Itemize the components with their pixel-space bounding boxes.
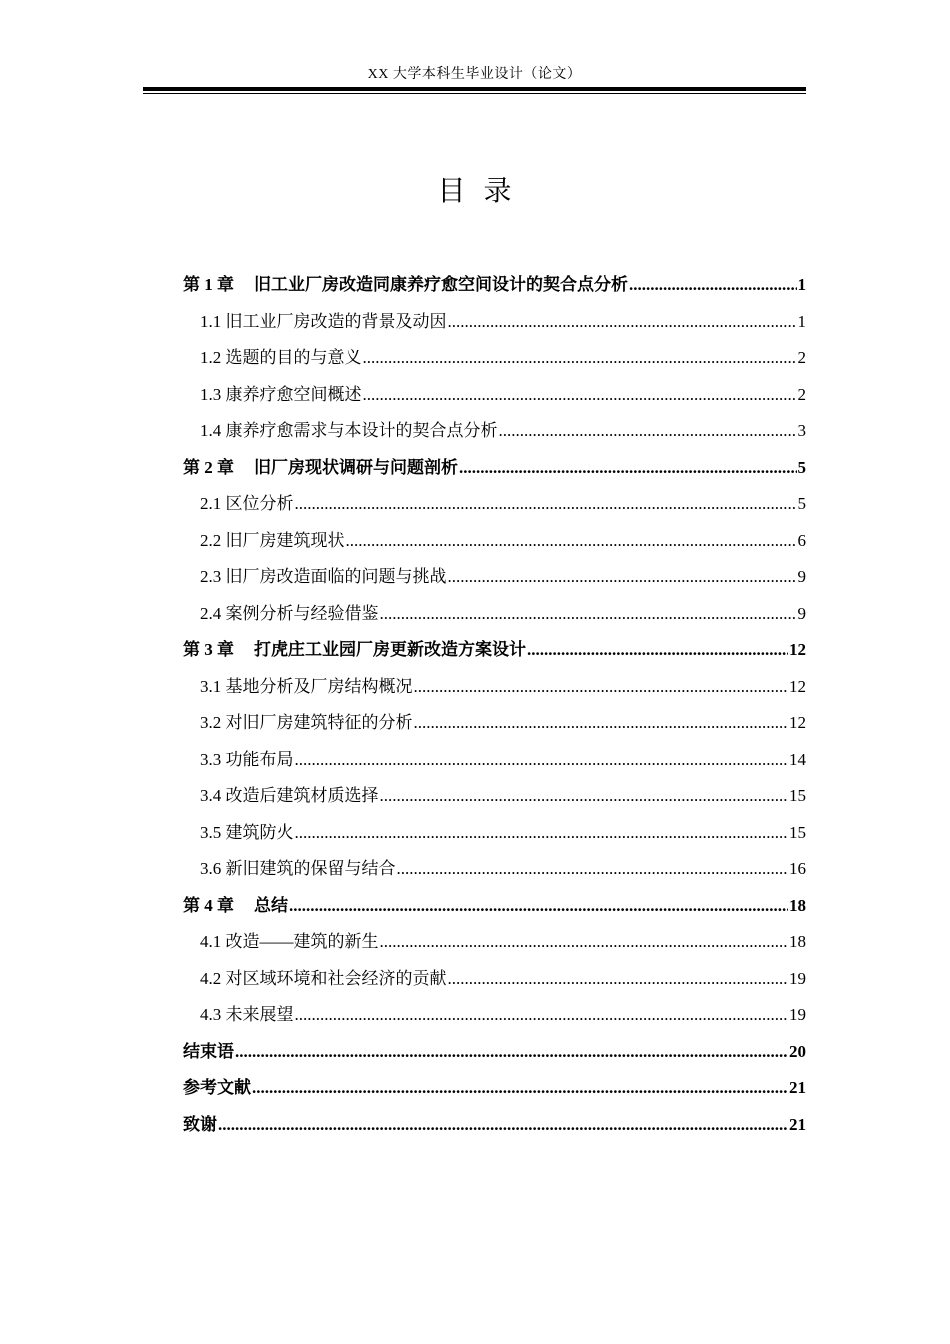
toc-title	[143, 172, 806, 212]
toc-entry-label: 1.3 康养疗愈空间概述	[200, 384, 362, 404]
toc-page-number: 5	[797, 494, 806, 513]
toc-entry-label: 结束语	[183, 1041, 234, 1061]
toc-leader-dots	[397, 851, 789, 888]
toc-section-entry[interactable]	[183, 340, 806, 377]
toc-leader-dots	[295, 486, 797, 523]
toc-page-number: 19	[789, 1005, 806, 1024]
toc-page-number: 3	[797, 421, 806, 440]
toc-entry-label: 2.1 区位分析	[200, 494, 294, 513]
toc-entry-label: 3.1 基地分析及厂房结构概况	[200, 676, 413, 696]
toc-section-entry[interactable]	[183, 377, 806, 414]
toc-leader-dots	[252, 1070, 788, 1107]
toc-leader-dots	[414, 705, 789, 742]
toc-entry-label: 4.2 对区域环境和社会经济的贡献	[200, 968, 447, 988]
toc-entry-label: 2.3 旧厂房改造面临的问题与挑战	[200, 567, 447, 586]
header-rule-thin	[143, 93, 806, 94]
toc-page-number: 12	[789, 713, 806, 732]
toc-section-entry[interactable]	[183, 924, 806, 961]
toc-title-char-2: 录	[483, 176, 512, 207]
toc-leader-dots	[295, 997, 789, 1034]
toc-leader-dots	[363, 377, 797, 414]
toc-entry-label: 1.1 旧工业厂房改造的背景及动因	[200, 311, 447, 331]
toc-chapter-number: 第 2 章	[183, 457, 234, 477]
toc-entry-label: 3.4 改造后建筑材质选择	[200, 786, 379, 805]
toc-chapter-number: 第 3 章	[183, 640, 234, 659]
toc-chapter-entry[interactable]	[183, 1070, 806, 1107]
toc-section-entry[interactable]	[183, 742, 806, 779]
toc-leader-dots	[295, 742, 789, 779]
toc-section-entry[interactable]	[183, 413, 806, 450]
toc-chapter-entry[interactable]	[183, 632, 806, 669]
toc-entry-label: 3.3 功能布局	[200, 749, 294, 769]
toc-leader-dots	[346, 523, 797, 560]
toc-page-number: 15	[789, 786, 806, 805]
toc-entry-label: 3.5 建筑防火	[200, 822, 294, 842]
toc-leader-dots	[295, 815, 789, 852]
toc-section-entry[interactable]	[183, 486, 806, 523]
toc-page-number: 9	[797, 603, 806, 623]
toc-entry-label: 旧厂房现状调研与问题剖析	[254, 457, 458, 477]
toc-entry-label: 参考文献	[183, 1078, 251, 1097]
toc-leader-dots	[448, 559, 797, 596]
toc-leader-dots	[459, 450, 797, 487]
toc-page-number: 21	[789, 1078, 806, 1097]
toc-page-number: 1	[797, 311, 806, 331]
toc-section-entry[interactable]	[183, 523, 806, 560]
toc-leader-dots	[218, 1107, 788, 1144]
toc-page-number: 18	[789, 932, 806, 951]
running-header: XX 大学本科生毕业设计（论文）	[367, 67, 582, 82]
toc-section-entry[interactable]	[183, 815, 806, 852]
toc-section-entry[interactable]	[183, 997, 806, 1034]
table-of-contents	[183, 267, 806, 1143]
toc-entry-label: 1.2 选题的目的与意义	[200, 348, 362, 367]
toc-leader-dots	[380, 778, 789, 815]
toc-chapter-entry[interactable]	[183, 1034, 806, 1071]
toc-page-number: 9	[797, 567, 806, 586]
toc-page-number: 12	[789, 676, 806, 696]
toc-title-char-1: 目	[437, 176, 466, 207]
toc-chapter-entry[interactable]	[183, 1107, 806, 1144]
toc-chapter-entry[interactable]	[183, 267, 806, 304]
toc-section-entry[interactable]	[183, 669, 806, 706]
toc-entry-label: 旧工业厂房改造同康养疗愈空间设计的契合点分析	[254, 275, 628, 294]
toc-leader-dots	[527, 632, 788, 669]
toc-entry-label: 总结	[254, 895, 288, 915]
toc-entry-label: 4.1 改造——建筑的新生	[200, 932, 379, 951]
toc-page-number: 19	[789, 968, 806, 988]
toc-page-number: 20	[789, 1041, 806, 1061]
toc-leader-dots	[414, 669, 789, 706]
toc-page-number: 14	[789, 749, 806, 769]
toc-page-number: 15	[789, 822, 806, 842]
toc-leader-dots	[235, 1034, 788, 1071]
toc-page-number: 2	[797, 384, 806, 404]
toc-page-number: 12	[789, 640, 806, 659]
header-rule-thick	[143, 87, 806, 91]
toc-leader-dots	[289, 888, 788, 925]
toc-chapter-entry[interactable]	[183, 450, 806, 487]
toc-chapter-number: 第 1 章	[183, 275, 234, 294]
toc-section-entry[interactable]	[183, 961, 806, 998]
toc-page-number: 6	[797, 530, 806, 550]
toc-page-number: 21	[789, 1114, 806, 1134]
toc-entry-label: 3.2 对旧厂房建筑特征的分析	[200, 713, 413, 732]
toc-entry-label: 1.4 康养疗愈需求与本设计的契合点分析	[200, 421, 498, 440]
toc-leader-dots	[380, 596, 797, 633]
toc-leader-dots	[629, 267, 797, 304]
toc-chapter-entry[interactable]	[183, 888, 806, 925]
toc-leader-dots	[499, 413, 797, 450]
toc-entry-label: 2.4 案例分析与经验借鉴	[200, 603, 379, 623]
toc-entry-label: 3.6 新旧建筑的保留与结合	[200, 859, 396, 878]
toc-leader-dots	[448, 304, 797, 341]
toc-chapter-number: 第 4 章	[183, 895, 234, 915]
toc-section-entry[interactable]	[183, 778, 806, 815]
toc-section-entry[interactable]	[183, 851, 806, 888]
toc-page-number: 1	[797, 275, 806, 294]
toc-entry-label: 致谢	[183, 1114, 217, 1134]
toc-entry-label: 2.2 旧厂房建筑现状	[200, 530, 345, 550]
toc-section-entry[interactable]	[183, 596, 806, 633]
toc-leader-dots	[363, 340, 797, 377]
toc-page-number: 5	[797, 457, 806, 477]
toc-entry-label: 4.3 未来展望	[200, 1005, 294, 1024]
toc-leader-dots	[448, 961, 789, 998]
toc-leader-dots	[380, 924, 789, 961]
toc-page-number: 2	[797, 348, 806, 367]
toc-page-number: 16	[789, 859, 806, 878]
toc-entry-label: 打虎庄工业园厂房更新改造方案设计	[254, 640, 526, 659]
toc-section-entry[interactable]	[183, 705, 806, 742]
toc-page-number: 18	[789, 895, 806, 915]
toc-section-entry[interactable]	[183, 304, 806, 341]
toc-section-entry[interactable]	[183, 559, 806, 596]
